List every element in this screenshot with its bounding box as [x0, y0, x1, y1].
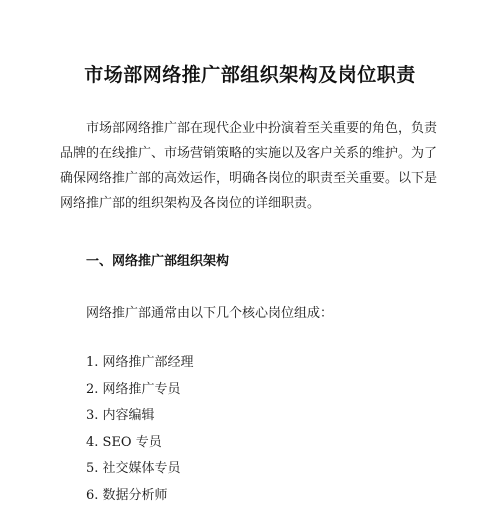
role-item: 4. SEO 专员 — [86, 434, 162, 450]
section-lead: 网络推广部通常由以下几个核心岗位组成： — [86, 306, 334, 321]
role-item: 2. 网络推广专员 — [86, 381, 181, 397]
section-heading: 一、网络推广部组织架构 — [86, 254, 230, 269]
document-title: 市场部网络推广部组织架构及岗位职责 — [84, 64, 416, 86]
role-item: 1. 网络推广部经理 — [86, 355, 194, 370]
role-item: 6. 数据分析师 — [86, 487, 168, 503]
role-list — [86, 352, 194, 511]
role-item: 5. 社交媒体专员 — [86, 461, 181, 476]
intro-paragraph: 市场部网络推广部在现代企业中扮演着至关重要的角色，负责品牌的在线推广、市场营销策略的实施以及客户关系的维护。为了确保网络推广部的高效运作，明确各岗位的职责至关重要。以下是网络推广部的组织架构及各岗位的详细职责。 — [60, 121, 438, 211]
role-item: 3. 内容编辑 — [86, 408, 155, 423]
